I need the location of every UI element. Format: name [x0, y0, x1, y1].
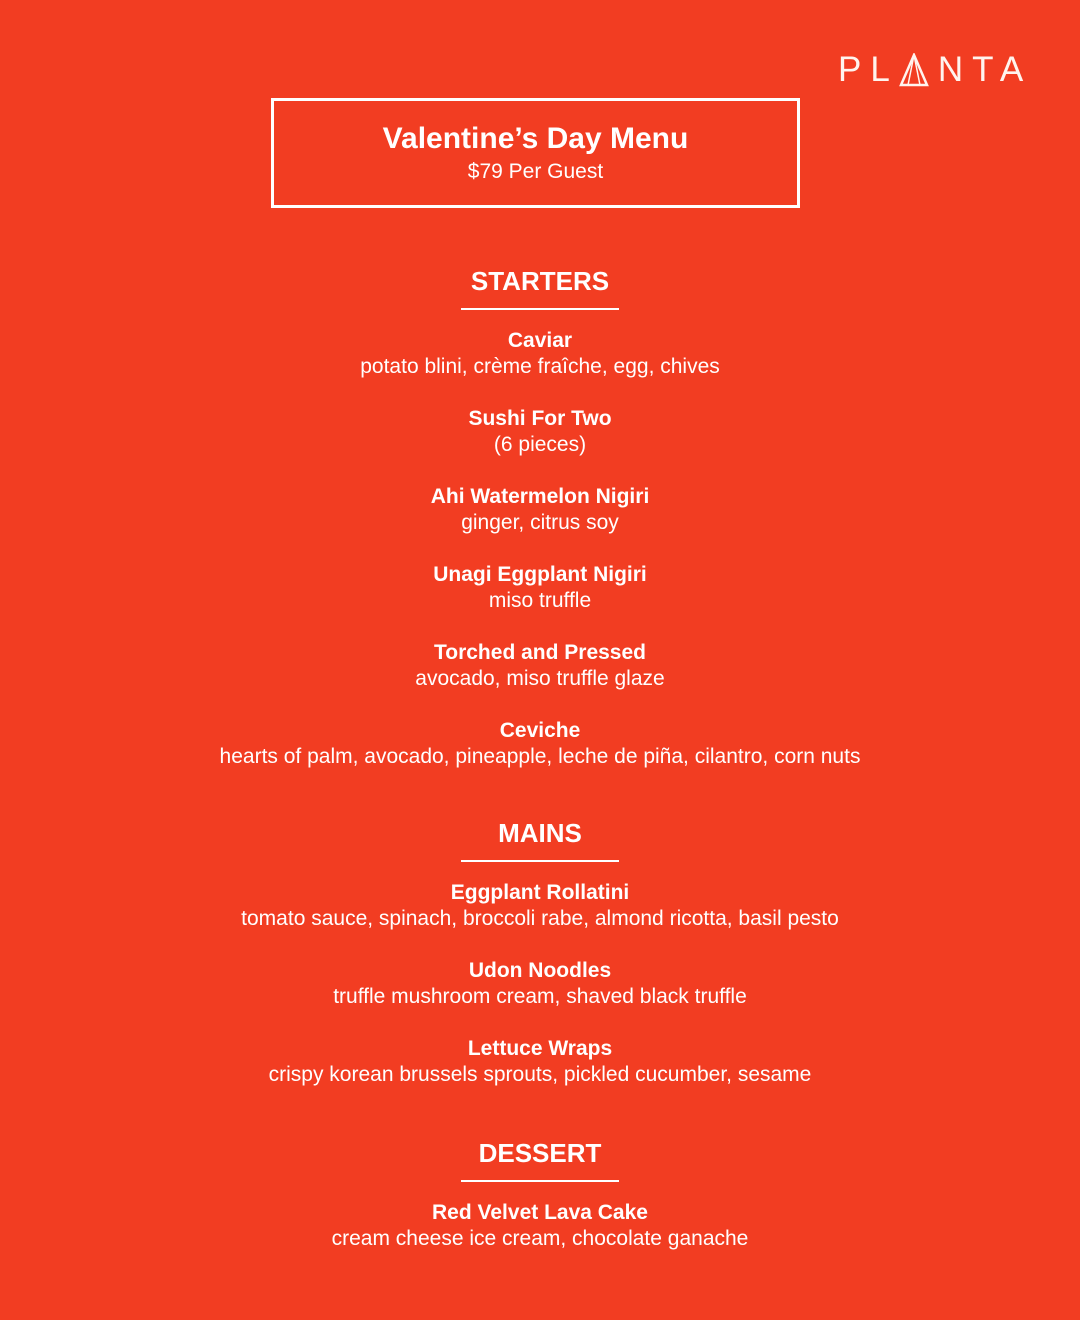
section-divider [461, 860, 619, 862]
item-name: Unagi Eggplant Nigiri [433, 563, 647, 586]
item-description: ginger, citrus soy [461, 511, 619, 534]
section-starters [0, 266, 1080, 770]
section-title: MAINS [498, 818, 582, 848]
section-title: DESSERT [478, 1138, 602, 1168]
menu-item [0, 958, 1080, 1010]
brand-logo-text-nta: NTA [937, 50, 1033, 89]
item-name: Sushi For Two [468, 407, 612, 430]
item-name: Ceviche [499, 719, 581, 742]
item-description: potato blini, crème fraîche, egg, chives [360, 355, 720, 378]
triangle-a-icon [899, 53, 929, 87]
section-dessert [0, 1138, 1080, 1252]
item-name: Lettuce Wraps [467, 1037, 613, 1060]
menu-item [0, 562, 1080, 614]
item-description: cream cheese ice cream, chocolate ganache [331, 1227, 749, 1250]
section-divider [461, 308, 619, 310]
menu-item [0, 406, 1080, 458]
menu-item [0, 484, 1080, 536]
brand-logo-text-p: PL [838, 50, 899, 89]
item-name: Caviar [507, 329, 573, 352]
item-description: tomato sauce, spinach, broccoli rabe, almond ricotta, basil pesto [241, 907, 839, 930]
item-name: Red Velvet Lava Cake [432, 1201, 648, 1224]
menu-item [0, 328, 1080, 380]
menu-item [0, 1036, 1080, 1088]
item-description: truffle mushroom cream, shaved black truffle [333, 985, 747, 1008]
item-name: Eggplant Rollatini [450, 881, 630, 904]
menu-item [0, 640, 1080, 692]
item-description: miso truffle [488, 589, 592, 612]
item-description: (6 pieces) [493, 433, 587, 456]
menu-item [0, 880, 1080, 932]
brand-logo [838, 52, 1032, 88]
section-divider [461, 1180, 619, 1182]
section-title: STARTERS [470, 266, 610, 296]
item-description: avocado, miso truffle glaze [415, 667, 665, 690]
menu-title: Valentine’s Day Menu [382, 122, 689, 155]
item-description: crispy korean brussels sprouts, pickled cucumber, sesame [268, 1063, 812, 1086]
item-name: Ahi Watermelon Nigiri [430, 485, 650, 508]
menu-header-box [271, 98, 800, 208]
section-mains [0, 818, 1080, 1088]
menu-price: $79 Per Guest [467, 160, 604, 183]
menu-item [0, 1200, 1080, 1252]
item-name: Torched and Pressed [433, 641, 646, 664]
item-name: Udon Noodles [468, 959, 612, 982]
item-description: hearts of palm, avocado, pineapple, leche de piña, cilantro, corn nuts [219, 745, 861, 768]
menu-item [0, 718, 1080, 770]
